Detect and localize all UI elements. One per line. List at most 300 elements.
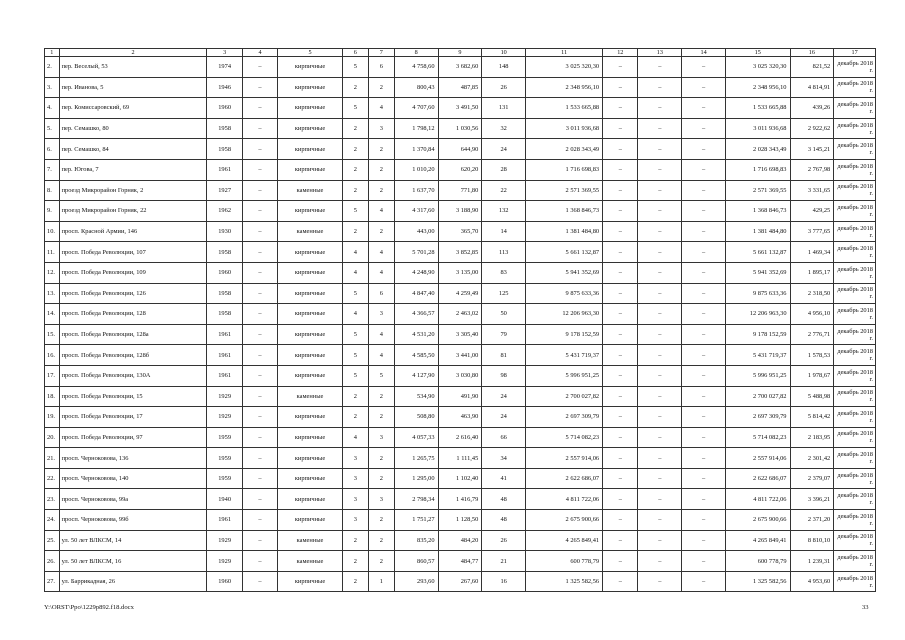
- total-area-cell: 4 707,60: [394, 98, 438, 119]
- owners-funds-cell: 2 697 309,79: [725, 407, 790, 428]
- living-area-cell: 3 135,00: [438, 262, 482, 283]
- address-cell: просп. Победа Революции, 128б: [59, 345, 207, 366]
- reconstruction-year-cell: –: [242, 448, 277, 469]
- city-budget-cell: –: [682, 551, 726, 572]
- region-budget-cell: –: [638, 571, 682, 592]
- specific-cost-cell: 4 956,10: [790, 304, 834, 325]
- table-row: [45, 530, 876, 551]
- row-number-cell: 6.: [45, 139, 60, 160]
- total-area-cell: 1 370,84: [394, 139, 438, 160]
- living-area-cell: 463,90: [438, 407, 482, 428]
- address-cell: пер. Веселый, 53: [59, 57, 207, 78]
- region-budget-cell: –: [638, 77, 682, 98]
- specific-cost-cell: 1 578,53: [790, 345, 834, 366]
- fund-cell: –: [603, 242, 638, 263]
- document-table-area: [44, 48, 876, 592]
- address-cell: просп. Победа Революции, 15: [59, 386, 207, 407]
- total-cost-cell: 2 697 309,79: [526, 407, 603, 428]
- fund-cell: –: [603, 386, 638, 407]
- entrances-cell: 2: [368, 221, 394, 242]
- year-cell: 1961: [207, 365, 242, 386]
- reconstruction-year-cell: –: [242, 551, 277, 572]
- year-cell: 1958: [207, 283, 242, 304]
- wall-material-cell: кирпичные: [278, 304, 343, 325]
- fund-cell: –: [603, 201, 638, 222]
- reconstruction-year-cell: –: [242, 118, 277, 139]
- specific-cost-cell: 1 978,67: [790, 365, 834, 386]
- specific-cost-cell: 3 145,21: [790, 139, 834, 160]
- row-number-cell: 21.: [45, 448, 60, 469]
- address-cell: просп. Победа Революции, 107: [59, 242, 207, 263]
- fund-cell: –: [603, 283, 638, 304]
- reconstruction-year-cell: –: [242, 262, 277, 283]
- total-cost-cell: 5 714 082,23: [526, 427, 603, 448]
- floors-cell: 2: [342, 530, 368, 551]
- owners-funds-cell: 9 875 633,36: [725, 283, 790, 304]
- deadline-cell: декабрь 2018 г.: [834, 304, 876, 325]
- total-cost-cell: 9 875 633,36: [526, 283, 603, 304]
- year-cell: 1940: [207, 489, 242, 510]
- table-row: [45, 139, 876, 160]
- owners-funds-cell: 12 206 963,30: [725, 304, 790, 325]
- entrances-cell: 4: [368, 242, 394, 263]
- region-budget-cell: –: [638, 180, 682, 201]
- floors-cell: 4: [342, 262, 368, 283]
- row-number-cell: 23.: [45, 489, 60, 510]
- city-budget-cell: –: [682, 180, 726, 201]
- table-row: [45, 98, 876, 119]
- deadline-cell: декабрь 2018 г.: [834, 118, 876, 139]
- deadline-cell: декабрь 2018 г.: [834, 489, 876, 510]
- fund-cell: –: [603, 180, 638, 201]
- owners-funds-cell: 2 622 686,07: [725, 468, 790, 489]
- total-area-cell: 1 010,20: [394, 159, 438, 180]
- floors-cell: 4: [342, 242, 368, 263]
- specific-cost-cell: 2 318,50: [790, 283, 834, 304]
- total-cost-cell: 1 325 582,56: [526, 571, 603, 592]
- reconstruction-year-cell: –: [242, 489, 277, 510]
- total-cost-cell: 4 265 849,41: [526, 530, 603, 551]
- specific-cost-cell: 1 469,34: [790, 242, 834, 263]
- fund-cell: –: [603, 324, 638, 345]
- city-budget-cell: –: [682, 468, 726, 489]
- living-area-cell: 267,60: [438, 571, 482, 592]
- total-area-cell: 860,57: [394, 551, 438, 572]
- total-area-cell: 4 127,90: [394, 365, 438, 386]
- deadline-cell: декабрь 2018 г.: [834, 77, 876, 98]
- table-row: [45, 180, 876, 201]
- column-number: 15: [725, 49, 790, 57]
- region-budget-cell: –: [638, 530, 682, 551]
- year-cell: 1961: [207, 345, 242, 366]
- reconstruction-year-cell: –: [242, 324, 277, 345]
- owners-funds-cell: 5 941 352,69: [725, 262, 790, 283]
- region-budget-cell: –: [638, 139, 682, 160]
- year-cell: 1961: [207, 324, 242, 345]
- city-budget-cell: –: [682, 386, 726, 407]
- wall-material-cell: кирпичные: [278, 468, 343, 489]
- living-area-cell: 3 441,00: [438, 345, 482, 366]
- deadline-cell: декабрь 2018 г.: [834, 57, 876, 78]
- city-budget-cell: –: [682, 345, 726, 366]
- deadline-cell: декабрь 2018 г.: [834, 448, 876, 469]
- table-row: [45, 427, 876, 448]
- deadline-cell: декабрь 2018 г.: [834, 242, 876, 263]
- table-row: [45, 304, 876, 325]
- residents-cell: 24: [482, 139, 526, 160]
- total-area-cell: 1 637,70: [394, 180, 438, 201]
- deadline-cell: декабрь 2018 г.: [834, 365, 876, 386]
- living-area-cell: 3 852,85: [438, 242, 482, 263]
- total-area-cell: 5 701,28: [394, 242, 438, 263]
- owners-funds-cell: 3 011 936,68: [725, 118, 790, 139]
- owners-funds-cell: 2 028 343,49: [725, 139, 790, 160]
- entrances-cell: 2: [368, 159, 394, 180]
- residents-cell: 50: [482, 304, 526, 325]
- floors-cell: 2: [342, 221, 368, 242]
- fund-cell: –: [603, 221, 638, 242]
- residents-cell: 16: [482, 571, 526, 592]
- region-budget-cell: –: [638, 448, 682, 469]
- specific-cost-cell: 1 895,17: [790, 262, 834, 283]
- year-cell: 1958: [207, 304, 242, 325]
- reconstruction-year-cell: –: [242, 57, 277, 78]
- row-number-cell: 24.: [45, 510, 60, 531]
- region-budget-cell: –: [638, 304, 682, 325]
- column-number: 13: [638, 49, 682, 57]
- entrances-cell: 6: [368, 283, 394, 304]
- owners-funds-cell: 1 325 582,56: [725, 571, 790, 592]
- region-budget-cell: –: [638, 242, 682, 263]
- residents-cell: 113: [482, 242, 526, 263]
- table-row: [45, 489, 876, 510]
- page-number: 33: [862, 604, 869, 611]
- wall-material-cell: кирпичные: [278, 283, 343, 304]
- floors-cell: 2: [342, 159, 368, 180]
- total-cost-cell: 1 381 484,80: [526, 221, 603, 242]
- fund-cell: –: [603, 345, 638, 366]
- living-area-cell: 4 259,49: [438, 283, 482, 304]
- floors-cell: 3: [342, 510, 368, 531]
- wall-material-cell: каменные: [278, 180, 343, 201]
- residents-cell: 48: [482, 510, 526, 531]
- city-budget-cell: –: [682, 242, 726, 263]
- residents-cell: 21: [482, 551, 526, 572]
- entrances-cell: 2: [368, 448, 394, 469]
- owners-funds-cell: 5 996 951,25: [725, 365, 790, 386]
- row-number-cell: 18.: [45, 386, 60, 407]
- total-cost-cell: 5 996 951,25: [526, 365, 603, 386]
- city-budget-cell: –: [682, 98, 726, 119]
- reconstruction-year-cell: –: [242, 180, 277, 201]
- table-row: [45, 242, 876, 263]
- owners-funds-cell: 1 533 665,88: [725, 98, 790, 119]
- specific-cost-cell: 3 331,65: [790, 180, 834, 201]
- entrances-cell: 2: [368, 530, 394, 551]
- deadline-cell: декабрь 2018 г.: [834, 139, 876, 160]
- reconstruction-year-cell: –: [242, 139, 277, 160]
- row-number-cell: 11.: [45, 242, 60, 263]
- city-budget-cell: –: [682, 221, 726, 242]
- row-number-cell: 9.: [45, 201, 60, 222]
- fund-cell: –: [603, 427, 638, 448]
- year-cell: 1930: [207, 221, 242, 242]
- wall-material-cell: кирпичные: [278, 345, 343, 366]
- residents-cell: 81: [482, 345, 526, 366]
- city-budget-cell: –: [682, 262, 726, 283]
- specific-cost-cell: 439,26: [790, 98, 834, 119]
- table-row: [45, 551, 876, 572]
- region-budget-cell: –: [638, 468, 682, 489]
- entrances-cell: 2: [368, 551, 394, 572]
- floors-cell: 5: [342, 365, 368, 386]
- column-number: 17: [834, 49, 876, 57]
- city-budget-cell: –: [682, 159, 726, 180]
- row-number-cell: 20.: [45, 427, 60, 448]
- living-area-cell: 620,20: [438, 159, 482, 180]
- year-cell: 1959: [207, 427, 242, 448]
- specific-cost-cell: 2 776,71: [790, 324, 834, 345]
- entrances-cell: 2: [368, 386, 394, 407]
- floors-cell: 2: [342, 180, 368, 201]
- specific-cost-cell: 2 371,20: [790, 510, 834, 531]
- entrances-cell: 4: [368, 201, 394, 222]
- year-cell: 1961: [207, 510, 242, 531]
- total-area-cell: 4 317,60: [394, 201, 438, 222]
- wall-material-cell: кирпичные: [278, 427, 343, 448]
- row-number-cell: 27.: [45, 571, 60, 592]
- column-number: 14: [682, 49, 726, 57]
- fund-cell: –: [603, 365, 638, 386]
- reconstruction-year-cell: –: [242, 304, 277, 325]
- table-row: [45, 201, 876, 222]
- address-cell: пер. Семашко, 84: [59, 139, 207, 160]
- wall-material-cell: кирпичные: [278, 262, 343, 283]
- entrances-cell: 3: [368, 304, 394, 325]
- floors-cell: 2: [342, 571, 368, 592]
- entrances-cell: 2: [368, 510, 394, 531]
- reconstruction-year-cell: –: [242, 468, 277, 489]
- reconstruction-year-cell: –: [242, 571, 277, 592]
- specific-cost-cell: 2 767,98: [790, 159, 834, 180]
- wall-material-cell: кирпичные: [278, 139, 343, 160]
- entrances-cell: 3: [368, 489, 394, 510]
- city-budget-cell: –: [682, 77, 726, 98]
- living-area-cell: 771,80: [438, 180, 482, 201]
- wall-material-cell: кирпичные: [278, 242, 343, 263]
- residents-cell: 28: [482, 159, 526, 180]
- living-area-cell: 3 682,60: [438, 57, 482, 78]
- wall-material-cell: кирпичные: [278, 57, 343, 78]
- address-cell: ул. Баррикадная, 26: [59, 571, 207, 592]
- address-cell: просп. Победа Революции, 126: [59, 283, 207, 304]
- region-budget-cell: –: [638, 118, 682, 139]
- total-area-cell: 4 057,33: [394, 427, 438, 448]
- fund-cell: –: [603, 57, 638, 78]
- address-cell: пер. Иванова, 5: [59, 77, 207, 98]
- wall-material-cell: кирпичные: [278, 118, 343, 139]
- row-number-cell: 10.: [45, 221, 60, 242]
- total-cost-cell: 2 557 914,06: [526, 448, 603, 469]
- total-cost-cell: 2 028 343,49: [526, 139, 603, 160]
- address-cell: просп. Черноковова, 136: [59, 448, 207, 469]
- total-area-cell: 1 751,27: [394, 510, 438, 531]
- city-budget-cell: –: [682, 57, 726, 78]
- reconstruction-year-cell: –: [242, 427, 277, 448]
- total-cost-cell: 5 661 132,87: [526, 242, 603, 263]
- deadline-cell: декабрь 2018 г.: [834, 345, 876, 366]
- column-number: 3: [207, 49, 242, 57]
- reconstruction-year-cell: –: [242, 77, 277, 98]
- owners-funds-cell: 3 025 320,30: [725, 57, 790, 78]
- total-cost-cell: 2 700 027,82: [526, 386, 603, 407]
- wall-material-cell: кирпичные: [278, 448, 343, 469]
- fund-cell: –: [603, 77, 638, 98]
- row-number-cell: 19.: [45, 407, 60, 428]
- wall-material-cell: каменные: [278, 221, 343, 242]
- total-cost-cell: 9 178 152,59: [526, 324, 603, 345]
- owners-funds-cell: 4 265 849,41: [725, 530, 790, 551]
- address-cell: проезд Микрорайон Горняк, 22: [59, 201, 207, 222]
- floors-cell: 3: [342, 489, 368, 510]
- column-number: 7: [368, 49, 394, 57]
- wall-material-cell: кирпичные: [278, 489, 343, 510]
- region-budget-cell: –: [638, 221, 682, 242]
- table-row: [45, 468, 876, 489]
- floors-cell: 4: [342, 304, 368, 325]
- city-budget-cell: –: [682, 139, 726, 160]
- owners-funds-cell: 2 700 027,82: [725, 386, 790, 407]
- owners-funds-cell: 2 348 956,10: [725, 77, 790, 98]
- owners-funds-cell: 5 431 719,37: [725, 345, 790, 366]
- floors-cell: 2: [342, 386, 368, 407]
- specific-cost-cell: 5 488,98: [790, 386, 834, 407]
- living-area-cell: 3 030,80: [438, 365, 482, 386]
- residents-cell: 41: [482, 468, 526, 489]
- deadline-cell: декабрь 2018 г.: [834, 530, 876, 551]
- table-row: [45, 159, 876, 180]
- fund-cell: –: [603, 571, 638, 592]
- residents-cell: 24: [482, 386, 526, 407]
- city-budget-cell: –: [682, 530, 726, 551]
- address-cell: просп. Черноковова, 140: [59, 468, 207, 489]
- houses-table: [44, 48, 876, 592]
- table-row: [45, 57, 876, 78]
- address-cell: ул. 50 лет ВЛКСМ, 16: [59, 551, 207, 572]
- region-budget-cell: –: [638, 262, 682, 283]
- total-cost-cell: 3 025 320,30: [526, 57, 603, 78]
- row-number-cell: 2.: [45, 57, 60, 78]
- year-cell: 1929: [207, 530, 242, 551]
- wall-material-cell: каменные: [278, 530, 343, 551]
- city-budget-cell: –: [682, 324, 726, 345]
- living-area-cell: 3 188,90: [438, 201, 482, 222]
- owners-funds-cell: 2 571 369,55: [725, 180, 790, 201]
- reconstruction-year-cell: –: [242, 98, 277, 119]
- floors-cell: 3: [342, 448, 368, 469]
- city-budget-cell: –: [682, 283, 726, 304]
- floors-cell: 5: [342, 324, 368, 345]
- total-area-cell: 4 248,90: [394, 262, 438, 283]
- floors-cell: 5: [342, 283, 368, 304]
- wall-material-cell: кирпичные: [278, 98, 343, 119]
- specific-cost-cell: 4 953,60: [790, 571, 834, 592]
- total-area-cell: 443,00: [394, 221, 438, 242]
- deadline-cell: декабрь 2018 г.: [834, 98, 876, 119]
- reconstruction-year-cell: –: [242, 530, 277, 551]
- entrances-cell: 4: [368, 98, 394, 119]
- fund-cell: –: [603, 510, 638, 531]
- year-cell: 1961: [207, 159, 242, 180]
- total-cost-cell: 3 011 936,68: [526, 118, 603, 139]
- region-budget-cell: –: [638, 386, 682, 407]
- deadline-cell: декабрь 2018 г.: [834, 427, 876, 448]
- owners-funds-cell: 4 811 722,06: [725, 489, 790, 510]
- total-area-cell: 534,90: [394, 386, 438, 407]
- floors-cell: 2: [342, 139, 368, 160]
- row-number-cell: 25.: [45, 530, 60, 551]
- owners-funds-cell: 5 714 082,23: [725, 427, 790, 448]
- living-area-cell: 484,20: [438, 530, 482, 551]
- row-number-cell: 14.: [45, 304, 60, 325]
- table-row: [45, 345, 876, 366]
- year-cell: 1960: [207, 571, 242, 592]
- deadline-cell: декабрь 2018 г.: [834, 386, 876, 407]
- row-number-cell: 5.: [45, 118, 60, 139]
- column-number: 4: [242, 49, 277, 57]
- year-cell: 1929: [207, 407, 242, 428]
- residents-cell: 148: [482, 57, 526, 78]
- wall-material-cell: каменные: [278, 551, 343, 572]
- residents-cell: 132: [482, 201, 526, 222]
- region-budget-cell: –: [638, 345, 682, 366]
- table-row: [45, 262, 876, 283]
- city-budget-cell: –: [682, 118, 726, 139]
- year-cell: 1962: [207, 201, 242, 222]
- city-budget-cell: –: [682, 448, 726, 469]
- year-cell: 1946: [207, 77, 242, 98]
- residents-cell: 26: [482, 77, 526, 98]
- total-cost-cell: 2 675 900,66: [526, 510, 603, 531]
- year-cell: 1958: [207, 139, 242, 160]
- total-cost-cell: 1 716 698,83: [526, 159, 603, 180]
- wall-material-cell: кирпичные: [278, 571, 343, 592]
- living-area-cell: 644,90: [438, 139, 482, 160]
- region-budget-cell: –: [638, 159, 682, 180]
- specific-cost-cell: 3 396,21: [790, 489, 834, 510]
- table-row: [45, 118, 876, 139]
- region-budget-cell: –: [638, 510, 682, 531]
- address-cell: просп. Черноковова, 99б: [59, 510, 207, 531]
- deadline-cell: декабрь 2018 г.: [834, 180, 876, 201]
- reconstruction-year-cell: –: [242, 510, 277, 531]
- specific-cost-cell: 4 814,91: [790, 77, 834, 98]
- address-cell: просп. Победа Революции, 130А: [59, 365, 207, 386]
- entrances-cell: 2: [368, 180, 394, 201]
- table-row: [45, 283, 876, 304]
- city-budget-cell: –: [682, 407, 726, 428]
- residents-cell: 24: [482, 407, 526, 428]
- address-cell: пер. Югова, 7: [59, 159, 207, 180]
- owners-funds-cell: 5 661 132,87: [725, 242, 790, 263]
- reconstruction-year-cell: –: [242, 201, 277, 222]
- living-area-cell: 1 102,40: [438, 468, 482, 489]
- address-cell: просп. Черноковова, 99а: [59, 489, 207, 510]
- floors-cell: 5: [342, 345, 368, 366]
- region-budget-cell: –: [638, 365, 682, 386]
- specific-cost-cell: 821,52: [790, 57, 834, 78]
- address-cell: просп. Победа Революции, 17: [59, 407, 207, 428]
